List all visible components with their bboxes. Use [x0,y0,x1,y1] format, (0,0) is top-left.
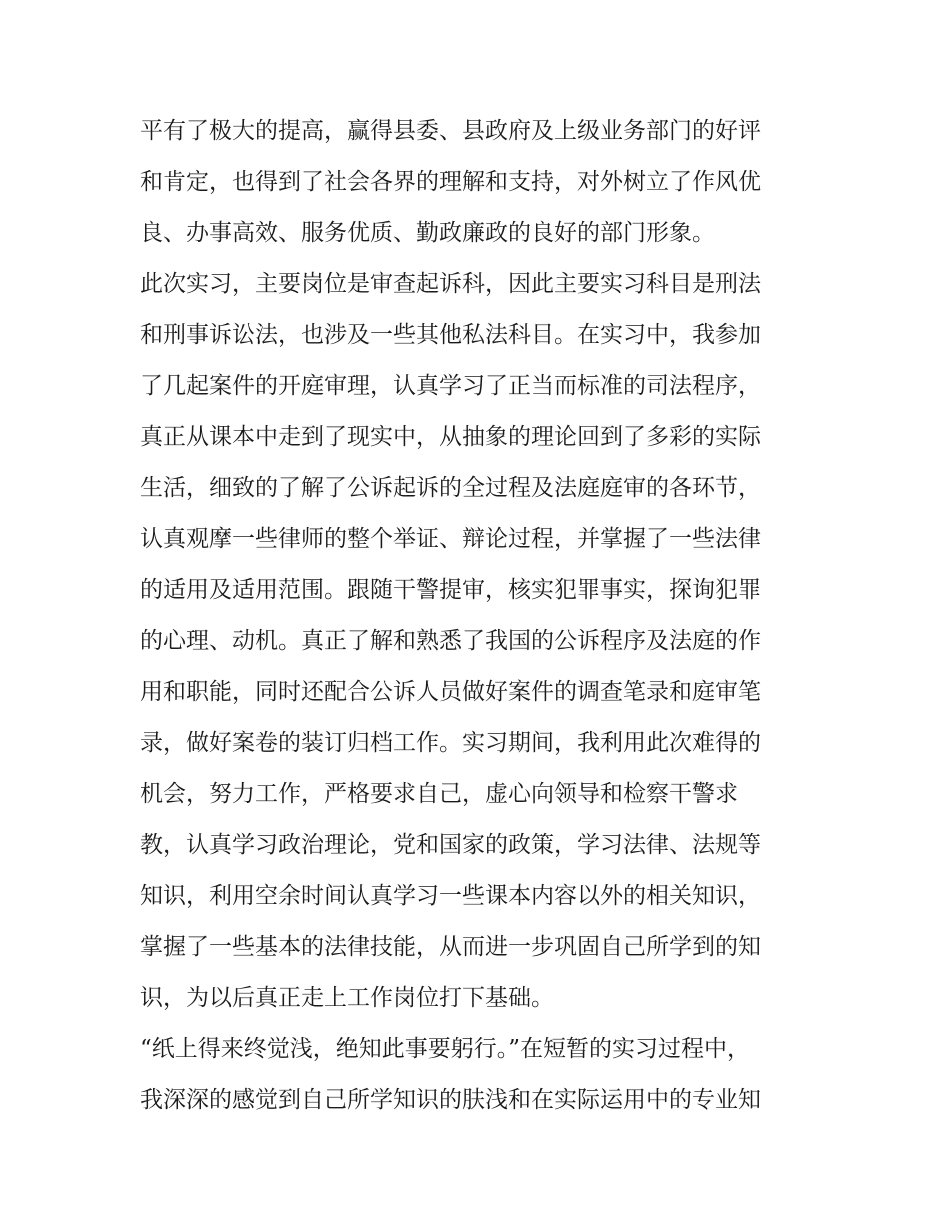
text-line: 机会，努力工作，严格要求自己，虚心向领导和检察干警求 [140,781,738,807]
text-line: 认真观摩一些律师的整个举证、辩论过程，并掌握了一些法律 [140,526,761,552]
text-line: 真正从课本中走到了现实中，从抽象的理论回到了多彩的实际 [140,424,761,450]
text-line: 知识，利用空余时间认真学习一些课本内容以外的相关知识， [140,883,761,909]
text-line: 和刑事诉讼法，也涉及一些其他私法科目。在实习中，我参加 [140,322,761,348]
text-line: 掌握了一些基本的法律技能，从而进一步巩固自己所学到的知 [140,934,761,960]
text-line: 的心理、动机。真正了解和熟悉了我国的公诉程序及法庭的作 [140,628,761,654]
text-line: 识，为以后真正走上工作岗位打下基础。 [140,985,554,1011]
text-line: 我深深的感觉到自己所学知识的肤浅和在实际运用中的专业知 [140,1087,761,1113]
text-line: 的适用及适用范围。跟随干警提审，核实犯罪事实，探询犯罪 [140,577,761,603]
text-line: 平有了极大的提高，赢得县委、县政府及上级业务部门的好评 [140,118,761,144]
text-line: 了几起案件的开庭审理，认真学习了正当而标准的司法程序， [140,373,761,399]
text-line: 用和职能，同时还配合公诉人员做好案件的调查笔录和庭审笔 [140,679,761,705]
text-line: 此次实习，主要岗位是审查起诉科，因此主要实习科目是刑法 [140,271,761,297]
text-line: 和肯定，也得到了社会各界的理解和支持，对外树立了作风优 [140,169,761,195]
text-line: 教，认真学习政治理论，党和国家的政策，学习法律、法规等 [140,832,761,858]
text-line: “纸上得来终觉浅，绝知此事要躬行。”在短暂的实习过程中， [140,1036,751,1062]
text-line: 生活，细致的了解了公诉起诉的全过程及法庭庭审的各环节， [140,475,761,501]
text-line: 良、办事高效、服务优质、勤政廉政的良好的部门形象。 [140,220,715,246]
text-line: 录，做好案卷的装订归档工作。实习期间，我利用此次难得的 [140,730,761,756]
